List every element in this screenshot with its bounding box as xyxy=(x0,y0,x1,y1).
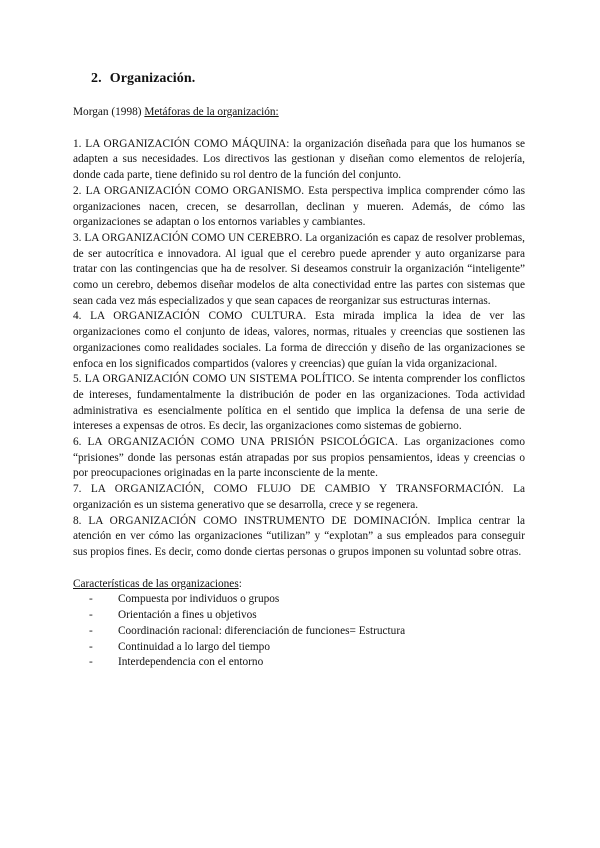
list-item-text: Orientación a fines u objetivos xyxy=(118,609,257,622)
bullet-dash: - xyxy=(89,609,93,622)
characteristics-section xyxy=(73,577,525,671)
metaphor-label: 5. LA ORGANIZACIÓN COMO UN SISTEMA POLÍTICO. xyxy=(73,373,355,386)
metaphor-label: 4. LA ORGANIZACIÓN COMO CULTURA. xyxy=(73,310,307,323)
metaphor-text: Esta mirada implica la idea de ver las organizaciones como el conjunto de ideas, valores, normas, rituales y creencias que sostienen las organizaciones como realidades sociales. La forma de dirección y diseño de las organizaciones se enfoca en los significados compartidos (valores y creencias) que guían la vida organizacional. xyxy=(73,310,525,370)
metaphor-paragraph-2 xyxy=(73,184,525,231)
metaphor-label: 2. LA ORGANIZACIÓN COMO ORGANISMO. xyxy=(73,184,305,197)
characteristics-title: Características de las organizaciones xyxy=(73,577,239,590)
reference-author: Morgan (1998) xyxy=(73,106,142,118)
metaphor-paragraph-4 xyxy=(73,309,525,372)
list-item xyxy=(73,608,525,624)
bullet-dash: - xyxy=(89,624,93,637)
metaphor-paragraph-3 xyxy=(73,231,525,310)
section-title: Organización. xyxy=(109,71,196,86)
metaphor-paragraph-5 xyxy=(73,372,525,435)
list-item xyxy=(73,592,525,608)
metaphor-text: la organización diseñada para que los humanos se adapten a sus necesidades. Los directivos las gestionan y diseñan como elementos de relojería, donde cada parte, tiene definido su rol dentro de la función del conjunto. xyxy=(73,137,525,182)
list-item xyxy=(73,624,525,640)
metaphor-paragraph-6 xyxy=(73,435,525,482)
list-item-text: Compuesta por individuos o grupos xyxy=(118,593,280,606)
metaphor-paragraph-1 xyxy=(73,137,525,184)
metaphor-paragraph-8 xyxy=(73,514,525,561)
list-item-text: Interdependencia con el entorno xyxy=(118,656,264,669)
bullet-dash: - xyxy=(89,640,93,653)
metaphor-label: 7. LA ORGANIZACIÓN, COMO FLUJO DE CAMBIO Y TRANSFORMACIÓN. xyxy=(73,483,504,496)
metaphor-text: Se intenta comprender los conflictos de intereses, fundamentalmente la distribución de poder en las organizaciones. Toda actividad administrativa es esencialmente política en el sentido que implica la defensa de una serie de intereses a expensas de otros. Es decir, las organizaciones como sistemas de gobierno. xyxy=(73,373,525,433)
list-item-text: Continuidad a lo largo del tiempo xyxy=(118,640,270,653)
metaphor-label: 1. LA ORGANIZACIÓN COMO MÁQUINA: xyxy=(73,137,290,150)
characteristics-title-suffix: : xyxy=(238,577,242,590)
metaphor-text: La organización es un sistema generativo que se desarrolla, crece y se regenera. xyxy=(73,483,525,511)
metaphor-text: Implica centrar la atención en ver cómo las organizaciones “utilizan” y “explotan” a sus empleados para conseguir sus propios fines. Es decir, como donde ciertas personas o grupos imponen su voluntad sobre otras. xyxy=(73,514,525,558)
bullet-dash: - xyxy=(89,656,93,669)
reference-title: Metáforas de la organización: xyxy=(144,106,279,118)
metaphor-label: 3. LA ORGANIZACIÓN COMO UN CEREBRO. xyxy=(73,231,303,244)
list-item xyxy=(73,655,525,671)
bullet-dash: - xyxy=(89,593,93,606)
characteristics-heading xyxy=(73,577,525,593)
metaphor-text: Esta perspectiva implica comprender cómo las organizaciones nacen, crecen, se desarrollan, declinan y mueren. Además, de cómo las organizaciones se adaptan o los entornos variables y cambiantes. xyxy=(73,184,525,229)
section-number: 2. xyxy=(91,71,102,86)
metaphor-label: 6. LA ORGANIZACIÓN COMO UNA PRISIÓN PSICOLÓGICA. xyxy=(73,436,398,449)
metaphor-text: Las organizaciones como “prisiones” donde las personas están atrapadas por sus propios pensamientos, ideas y creencias o por preocupaciones originadas en la parte inconsciente de la mente. xyxy=(73,436,525,480)
section-heading xyxy=(91,71,195,87)
characteristics-list xyxy=(73,592,525,671)
reference-line xyxy=(73,105,525,121)
metaphor-paragraph-7 xyxy=(73,482,525,513)
metaphor-label: 8. LA ORGANIZACIÓN COMO INSTRUMENTO DE DOMINACIÓN. xyxy=(73,514,431,527)
list-item-text: Coordinación racional: diferenciación de funciones= Estructura xyxy=(118,624,406,637)
list-item xyxy=(73,640,525,656)
metaphor-text: La organización es capaz de resolver problemas, de ser autocrítica e innovadora. Al igual que el cerebro puede aprender y auto organizarse para tratar con las contingencias que ha de resolver. Si deseamos construir la organización “inteligente” como un cerebro, debemos diseñar modelos de alta conectividad entre las partes con sistemas que sean cada vez más especializados y que sean capaces de reorganizar sus estructuras internas. xyxy=(73,231,525,307)
document-body xyxy=(73,105,525,671)
